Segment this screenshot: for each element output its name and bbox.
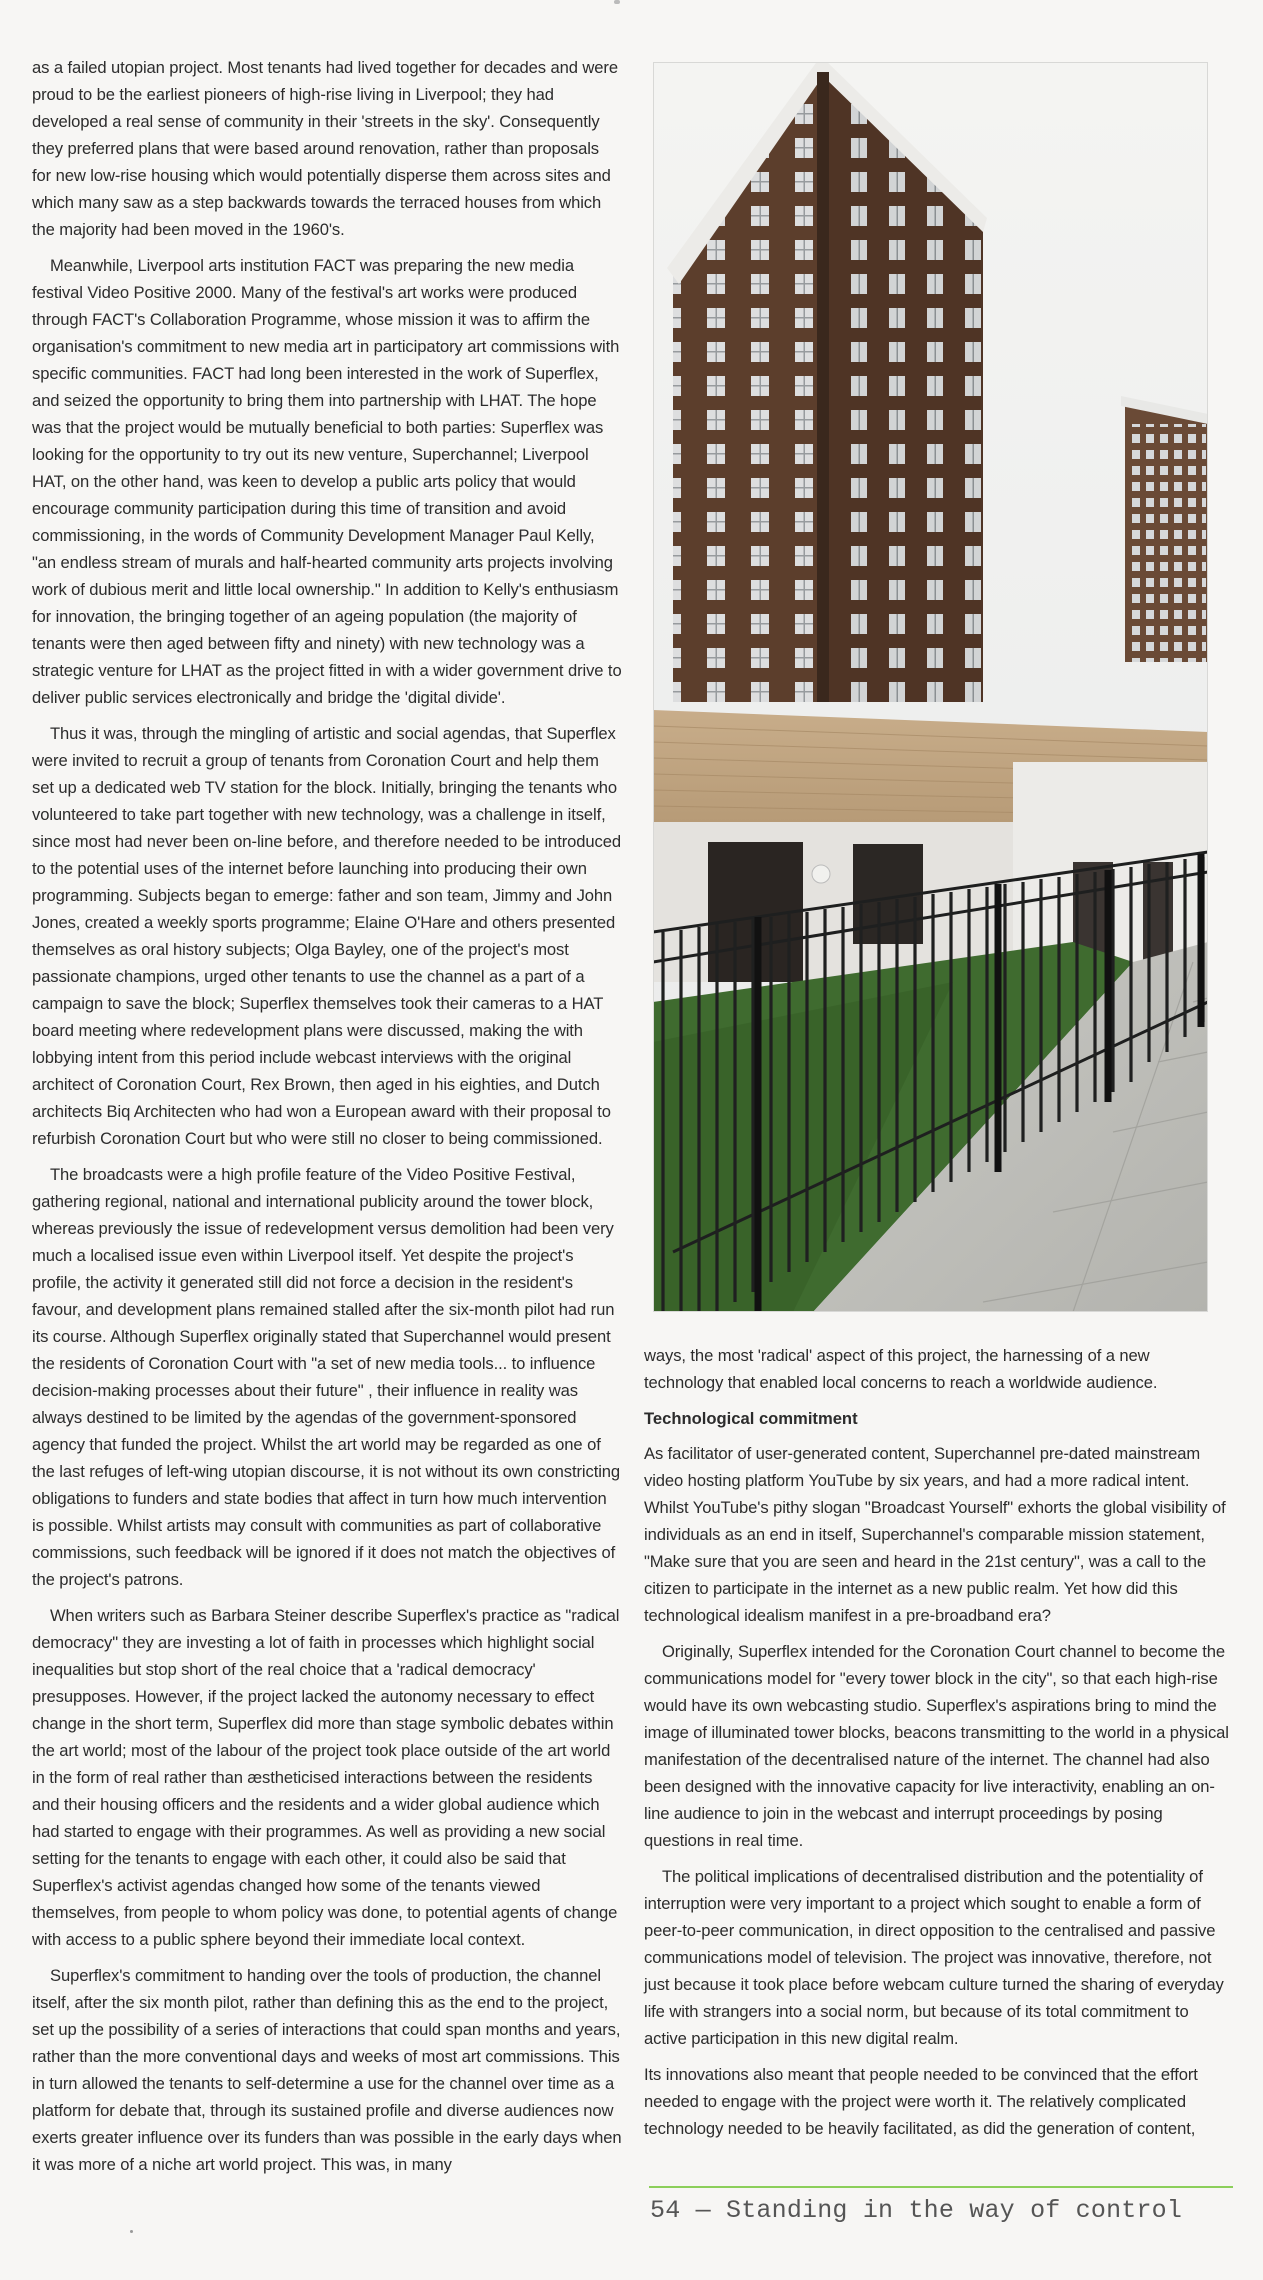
footer-rule [649, 2186, 1233, 2188]
left-text-column [32, 54, 622, 2187]
paragraph-continuation: ways, the most 'radical' aspect of this project, the harnessing of a new technology that enabled local concerns to reach a worldwide audience. [644, 1346, 1158, 1392]
paragraph-7: As facilitator of user-generated content, Superchannel pre-dated mainstream video hosting platform YouTube by six years, and had a more radical intent. Whilst YouTube's pithy slogan "Broadcast Yourself" exhorts the global visibility of individuals as an end in itself, Superchannel's comparable mission statement, "Make sure that you are seen and heard in the 21st century", was a call to the citizen to participate in the internet as a new public realm. Yet how did this technological idealism manifest in a pre-broadband era? [644, 1444, 1226, 1625]
paragraph-5: When writers such as Barbara Steiner describe Superflex's practice as "radical democracy" they are investing a lot of faith in processes which highlight social inequalities but stop short of the real choice that a 'radical democracy' presupposes. However, if the project lacked the autonomy necessary to effect change in the short term, Superflex did more than stage symbolic debates within the art world; most of the labour of the project took place outside of the art world in the form of real rather than æstheticised interactions between the residents and their housing officers and the residents and a wider global audience which had started to engage with their programmes. As well as providing a new social setting for the tenants to engage with each other, it could also be said that Superflex's activist agendas changed how some of the tenants viewed themselves, from people to whom policy was done, to potential agents of change with access to a public sphere beyond their immediate local context. [32, 1606, 620, 1949]
page-number: 54 [650, 2196, 681, 2225]
paragraph-8: Originally, Superflex intended for the Coronation Court channel to become the communications model for "every tower block in the city", so that each high-rise would have its own webcasting studio. Superflex's aspirations bring to mind the image of illuminated tower blocks, beacons transmitting to the world in a physical manifestation of the decentralised nature of the internet. The channel had also been designed with the innovative capacity for live interactivity, enabling an on-line audience to join in the webcast and interrupt proceedings by posing questions in real time. [644, 1642, 1229, 1850]
paragraph-2: Meanwhile, Liverpool arts institution FACT was preparing the new media festival Video Positive 2000. Many of the festival's art works were produced through FACT's Collaboration Programme, whose mission it was to affirm the organisation's commitment to new media art in participatory art commissions with specific communities. FACT had long been interested in the work of Superflex, and seized the opportunity to bring them into partnership with LHAT. The hope was that the project would be mutually beneficial to both parties: Superflex was looking for the opportunity to try out its new venture, Superchannel; Liverpool HAT, on the other hand, was keen to develop a public arts policy that would encourage community participation during this time of transition and avoid commissioning, in the words of Community Development Manager Paul Kelly, "an endless stream of murals and half-hearted community arts projects involving work of dubious merit and little local ownership." In addition to Kelly's enthusiasm for innovation, the bringing together of an ageing population (the majority of tenants were then aged between fifty and ninety) with new technology was a strategic venture for LHAT as the project fitted in with a wider government drive to deliver public services electronically and bridge the 'digital divide'. [32, 256, 622, 707]
running-footer [650, 2196, 1230, 2225]
paragraph-3: Thus it was, through the mingling of artistic and social agendas, that Superflex were invited to recruit a group of tenants from Coronation Court and help them set up a dedicated web TV station for the block. Initially, bringing the tenants who volunteered to take part together with new technology, was a challenge in itself, since most had never been on-line before, and therefore needed to be introduced to the potential uses of the internet before launching into producing their own programming. Subjects began to emerge: father and son team, Jimmy and John Jones, created a weekly sports programme; Elaine O'Hare and others presented themselves as oral history subjects; Olga Bayley, one of the project's most passionate champions, urged other tenants to use the channel as a part of a campaign to save the block; Superflex themselves took their cameras to a HAT board meeting where redevelopment plans were discussed, making the with lobbying intent from this period include webcast interviews with the original architect of Coronation Court, Rex Brown, then aged in his eighties, and Dutch architects Biq Architecten who had won a European award with their proposal to refurbish Coronation Court but who were still no closer to being commissioned. [32, 724, 621, 1148]
tower-block-illustration [653, 62, 1208, 1312]
paragraph-10: Its innovations also meant that people needed to be convinced that the effort needed to engage with the project were worth it. The relatively complicated technology needed to be heavily facilitated, as did the generation of content, [644, 2065, 1198, 2138]
paragraph-4: The broadcasts were a high profile feature of the Video Positive Festival, gathering regional, national and international publicity around the tower block, whereas previously the issue of redevelopment versus demolition had been very much a localised issue even within Liverpool itself. Yet despite the project's profile, the activity it generated still did not force a decision in the resident's favour, and development plans remained stalled after the six-month pilot had run its course. Although Superflex originally stated that Superchannel would present the residents of Coronation Court with "a set of new media tools... to influence decision-making processes about their future" , their influence in reality was always destined to be limited by the agendas of the government-sponsored agency that funded the project. Whilst the art world may be regarded as one of the last refuges of left-wing utopian discourse, it is not without its own constricting obligations to funders and state bodies that affect in turn how much intervention is possible. Whilst artists may consult with communities as part of collaborative commissions, such feedback will be ignored if it does not match the objectives of the project's patrons. [32, 1165, 621, 1589]
section-heading: Technological commitment [644, 1409, 858, 1428]
tower-block-photo [653, 62, 1208, 1312]
running-title: Standing in the way of control [726, 2196, 1183, 2225]
scan-speck [614, 0, 620, 4]
paragraph-9: The political implications of decentralised distribution and the potentiality of interruption were very important to a project which sought to enable a form of peer-to-peer communication, in direct opposition to the centralised and passive communications model of television. The project was innovative, therefore, not just because it took place before webcam culture turned the sharing of everyday life with strangers into a social norm, but because of its total commitment to active participation in this new digital realm. [644, 1867, 1224, 2048]
right-text-column [644, 1342, 1229, 2151]
paragraph-6: Superflex's commitment to handing over the tools of production, the channel itself, after the six month pilot, rather than defining this as the end to the project, set up the possibility of a series of interactions that could span months and years, rather than the more conventional days and weeks of most art commissions. This in turn allowed the tenants to self-determine a use for the channel over time as a platform for debate that, through its sustained profile and diverse audiences now exerts greater influence over its funders than was possible in the early days when it was more of a niche art world project. This was, in many [32, 1966, 622, 2174]
footer-separator: — [695, 2196, 711, 2225]
scan-speck [130, 2230, 133, 2233]
paragraph-1: as a failed utopian project. Most tenants had lived together for decades and were proud to be the earliest pioneers of high-rise living in Liverpool; they had developed a real sense of community in their 'streets in the sky'. Consequently they preferred plans that were based around renovation, rather than proposals for new low-rise housing which would potentially disperse them across sites and which many saw as a step backwards towards the terraced houses from which the majority had been moved in the 1960's. [32, 58, 618, 239]
